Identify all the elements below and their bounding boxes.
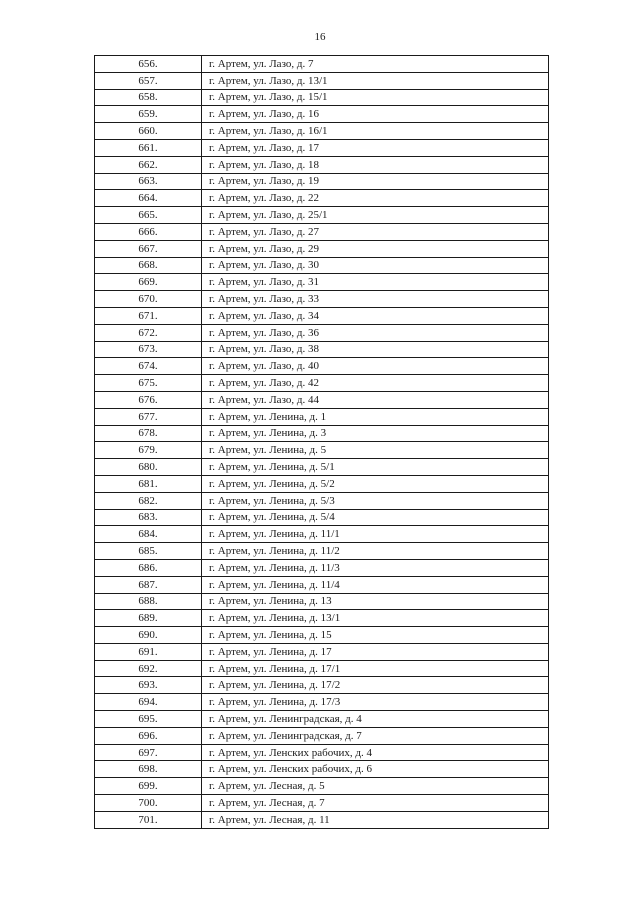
address-cell: г. Артем, ул. Лазо, д. 16 (202, 106, 549, 123)
row-number: 696. (95, 727, 202, 744)
address-cell: г. Артем, ул. Лазо, д. 27 (202, 223, 549, 240)
table-row (95, 543, 549, 560)
table-row (95, 711, 549, 728)
table-row (95, 173, 549, 190)
table-row (95, 727, 549, 744)
address-cell: г. Артем, ул. Ленина, д. 11/3 (202, 559, 549, 576)
address-cell: г. Артем, ул. Лесная, д. 5 (202, 778, 549, 795)
row-number: 685. (95, 543, 202, 560)
address-cell: г. Артем, ул. Ленских рабочих, д. 6 (202, 761, 549, 778)
table-row (95, 240, 549, 257)
address-cell: г. Артем, ул. Лазо, д. 33 (202, 291, 549, 308)
address-cell: г. Артем, ул. Лазо, д. 42 (202, 375, 549, 392)
row-number: 666. (95, 223, 202, 240)
address-cell: г. Артем, ул. Лазо, д. 30 (202, 257, 549, 274)
table-row (95, 442, 549, 459)
row-number: 686. (95, 559, 202, 576)
table-row (95, 307, 549, 324)
row-number: 679. (95, 442, 202, 459)
table-row (95, 459, 549, 476)
row-number: 688. (95, 593, 202, 610)
address-cell: г. Артем, ул. Ленина, д. 17/2 (202, 677, 549, 694)
table-row (95, 207, 549, 224)
address-cell: г. Артем, ул. Ленина, д. 5 (202, 442, 549, 459)
address-cell: г. Артем, ул. Лазо, д. 34 (202, 307, 549, 324)
row-number: 695. (95, 711, 202, 728)
table-row (95, 559, 549, 576)
address-cell: г. Артем, ул. Ленина, д. 5/2 (202, 475, 549, 492)
table-row (95, 72, 549, 89)
row-number: 677. (95, 408, 202, 425)
table-row (95, 576, 549, 593)
table-row (95, 156, 549, 173)
table-row (95, 627, 549, 644)
address-cell: г. Артем, ул. Ленина, д. 1 (202, 408, 549, 425)
row-number: 668. (95, 257, 202, 274)
address-cell: г. Артем, ул. Ленина, д. 5/3 (202, 492, 549, 509)
address-cell: г. Артем, ул. Лазо, д. 25/1 (202, 207, 549, 224)
row-number: 660. (95, 123, 202, 140)
row-number: 691. (95, 643, 202, 660)
address-cell: г. Артем, ул. Лазо, д. 15/1 (202, 89, 549, 106)
row-number: 665. (95, 207, 202, 224)
table-row (95, 509, 549, 526)
address-cell: г. Артем, ул. Лазо, д. 16/1 (202, 123, 549, 140)
address-cell: г. Артем, ул. Ленина, д. 13 (202, 593, 549, 610)
address-cell: г. Артем, ул. Ленинградская, д. 4 (202, 711, 549, 728)
table-row (95, 375, 549, 392)
row-number: 671. (95, 307, 202, 324)
table-row (95, 475, 549, 492)
address-cell: г. Артем, ул. Лазо, д. 22 (202, 190, 549, 207)
row-number: 675. (95, 375, 202, 392)
row-number: 672. (95, 324, 202, 341)
table-row (95, 492, 549, 509)
row-number: 667. (95, 240, 202, 257)
address-cell: г. Артем, ул. Лазо, д. 7 (202, 56, 549, 73)
address-cell: г. Артем, ул. Ленина, д. 11/4 (202, 576, 549, 593)
table-row (95, 223, 549, 240)
table-row (95, 139, 549, 156)
table-row (95, 274, 549, 291)
address-cell: г. Артем, ул. Лесная, д. 11 (202, 811, 549, 828)
row-number: 658. (95, 89, 202, 106)
address-cell: г. Артем, ул. Лазо, д. 29 (202, 240, 549, 257)
row-number: 656. (95, 56, 202, 73)
address-cell: г. Артем, ул. Ленина, д. 17/3 (202, 694, 549, 711)
address-cell: г. Артем, ул. Лазо, д. 18 (202, 156, 549, 173)
address-cell: г. Артем, ул. Лазо, д. 31 (202, 274, 549, 291)
address-cell: г. Артем, ул. Ленина, д. 11/1 (202, 526, 549, 543)
row-number: 674. (95, 358, 202, 375)
row-number: 701. (95, 811, 202, 828)
address-cell: г. Артем, ул. Ленина, д. 3 (202, 425, 549, 442)
row-number: 698. (95, 761, 202, 778)
row-number: 662. (95, 156, 202, 173)
row-number: 694. (95, 694, 202, 711)
row-number: 687. (95, 576, 202, 593)
row-number: 681. (95, 475, 202, 492)
row-number: 670. (95, 291, 202, 308)
table-row (95, 425, 549, 442)
address-table (94, 55, 549, 829)
address-cell: г. Артем, ул. Ленина, д. 11/2 (202, 543, 549, 560)
address-cell: г. Артем, ул. Лазо, д. 19 (202, 173, 549, 190)
table-row (95, 358, 549, 375)
row-number: 683. (95, 509, 202, 526)
table-row (95, 257, 549, 274)
row-number: 700. (95, 795, 202, 812)
address-cell: г. Артем, ул. Лазо, д. 17 (202, 139, 549, 156)
table-row (95, 643, 549, 660)
address-cell: г. Артем, ул. Лазо, д. 13/1 (202, 72, 549, 89)
address-cell: г. Артем, ул. Лазо, д. 40 (202, 358, 549, 375)
address-cell: г. Артем, ул. Ленина, д. 13/1 (202, 610, 549, 627)
table-row (95, 677, 549, 694)
row-number: 678. (95, 425, 202, 442)
address-cell: г. Артем, ул. Ленина, д. 5/1 (202, 459, 549, 476)
table-row (95, 391, 549, 408)
table-row (95, 89, 549, 106)
address-cell: г. Артем, ул. Ленинградская, д. 7 (202, 727, 549, 744)
table-row (95, 660, 549, 677)
table-row (95, 694, 549, 711)
row-number: 684. (95, 526, 202, 543)
row-number: 664. (95, 190, 202, 207)
address-cell: г. Артем, ул. Ленина, д. 17/1 (202, 660, 549, 677)
table-row (95, 526, 549, 543)
row-number: 663. (95, 173, 202, 190)
row-number: 669. (95, 274, 202, 291)
row-number: 689. (95, 610, 202, 627)
table-row (95, 593, 549, 610)
page-number: 16 (314, 31, 326, 43)
address-cell: г. Артем, ул. Ленина, д. 15 (202, 627, 549, 644)
table-row (95, 123, 549, 140)
table-row (95, 56, 549, 73)
address-table-body (95, 56, 549, 829)
row-number: 673. (95, 341, 202, 358)
table-row (95, 190, 549, 207)
row-number: 661. (95, 139, 202, 156)
table-row (95, 408, 549, 425)
row-number: 676. (95, 391, 202, 408)
table-row (95, 610, 549, 627)
address-cell: г. Артем, ул. Лесная, д. 7 (202, 795, 549, 812)
address-cell: г. Артем, ул. Лазо, д. 38 (202, 341, 549, 358)
row-number: 682. (95, 492, 202, 509)
address-cell: г. Артем, ул. Лазо, д. 44 (202, 391, 549, 408)
address-cell: г. Артем, ул. Ленина, д. 5/4 (202, 509, 549, 526)
table-row (95, 778, 549, 795)
table-row (95, 324, 549, 341)
address-cell: г. Артем, ул. Ленина, д. 17 (202, 643, 549, 660)
address-cell: г. Артем, ул. Лазо, д. 36 (202, 324, 549, 341)
row-number: 657. (95, 72, 202, 89)
table-row (95, 761, 549, 778)
row-number: 659. (95, 106, 202, 123)
address-cell: г. Артем, ул. Ленских рабочих, д. 4 (202, 744, 549, 761)
row-number: 697. (95, 744, 202, 761)
table-row (95, 795, 549, 812)
table-row (95, 106, 549, 123)
row-number: 680. (95, 459, 202, 476)
table-row (95, 811, 549, 828)
table-row (95, 291, 549, 308)
row-number: 693. (95, 677, 202, 694)
row-number: 699. (95, 778, 202, 795)
row-number: 690. (95, 627, 202, 644)
table-row (95, 341, 549, 358)
row-number: 692. (95, 660, 202, 677)
table-row (95, 744, 549, 761)
